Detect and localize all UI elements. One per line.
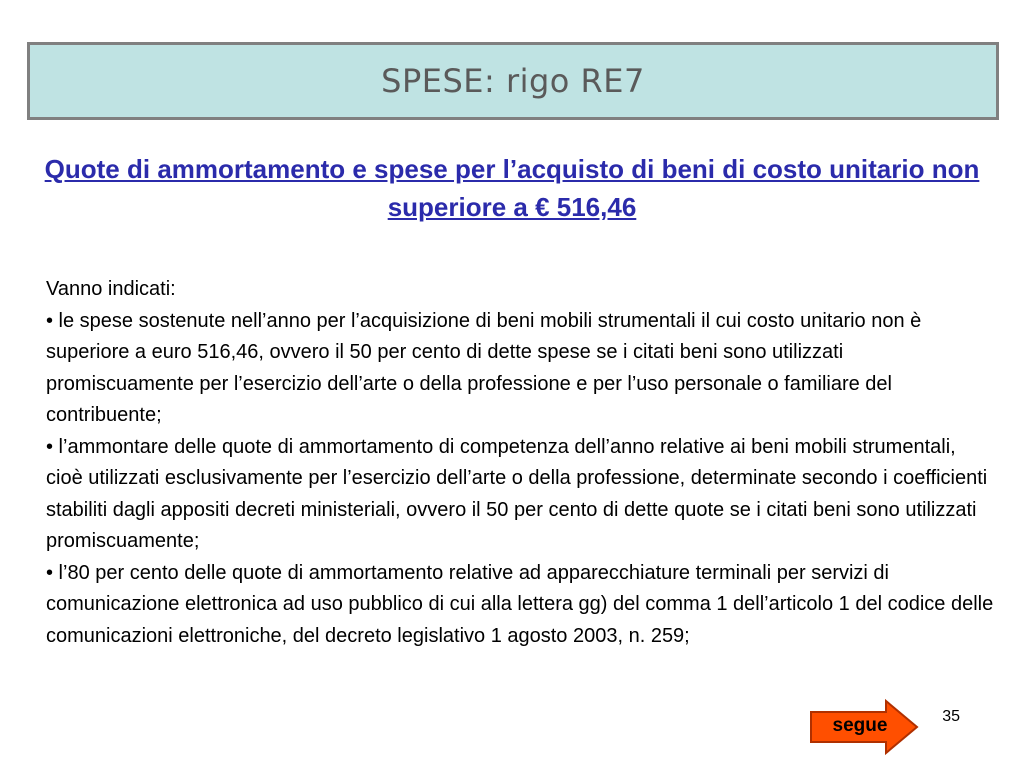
title-banner (27, 42, 999, 120)
slide-title: SPESE: rigo RE7 (381, 62, 645, 100)
bullet-item: • l’ammontare delle quote di ammortamento di competenza dell’anno relative ai beni mobili strumentali, cioè utilizzati esclusivamente per l’esercizio dell’arte o della professione, determinate secondo i coefficienti stabiliti dagli appositi decreti ministeriali, ovvero il 50 per cento di dette quote se i citati beni sono utilizzati promiscuamente; (46, 435, 988, 552)
slide-body (46, 274, 996, 652)
next-slide-label: segue (832, 715, 888, 736)
page-number: 35 (942, 708, 960, 725)
next-slide-button[interactable] (808, 698, 920, 756)
intro-text: Vanno indicati: (46, 278, 176, 300)
slide-subtitle: Quote di ammortamento e spese per l’acquisto di beni di costo unitario non superiore a € 516,46 (44, 154, 980, 222)
bullet-item: • le spese sostenute nell’anno per l’acquisizione di beni mobili strumentali il cui costo unitario non è superiore a euro 516,46, ovvero il 50 per cento di dette spese se i citati beni sono utilizzati promiscuamente per l’esercizio dell’arte o della professione e per l’uso personale o familiare del contribuente; (46, 309, 922, 426)
bullet-item: • l’80 per cento delle quote di ammortamento relative ad apparecchiature terminali per servizi di comunicazione elettronica ad uso pubblico di cui alla lettera gg) del comma 1 dell’articolo 1 del codice delle comunicazioni elettroniche, del decreto legislativo 1 agosto 2003, n. 259; (46, 561, 994, 647)
